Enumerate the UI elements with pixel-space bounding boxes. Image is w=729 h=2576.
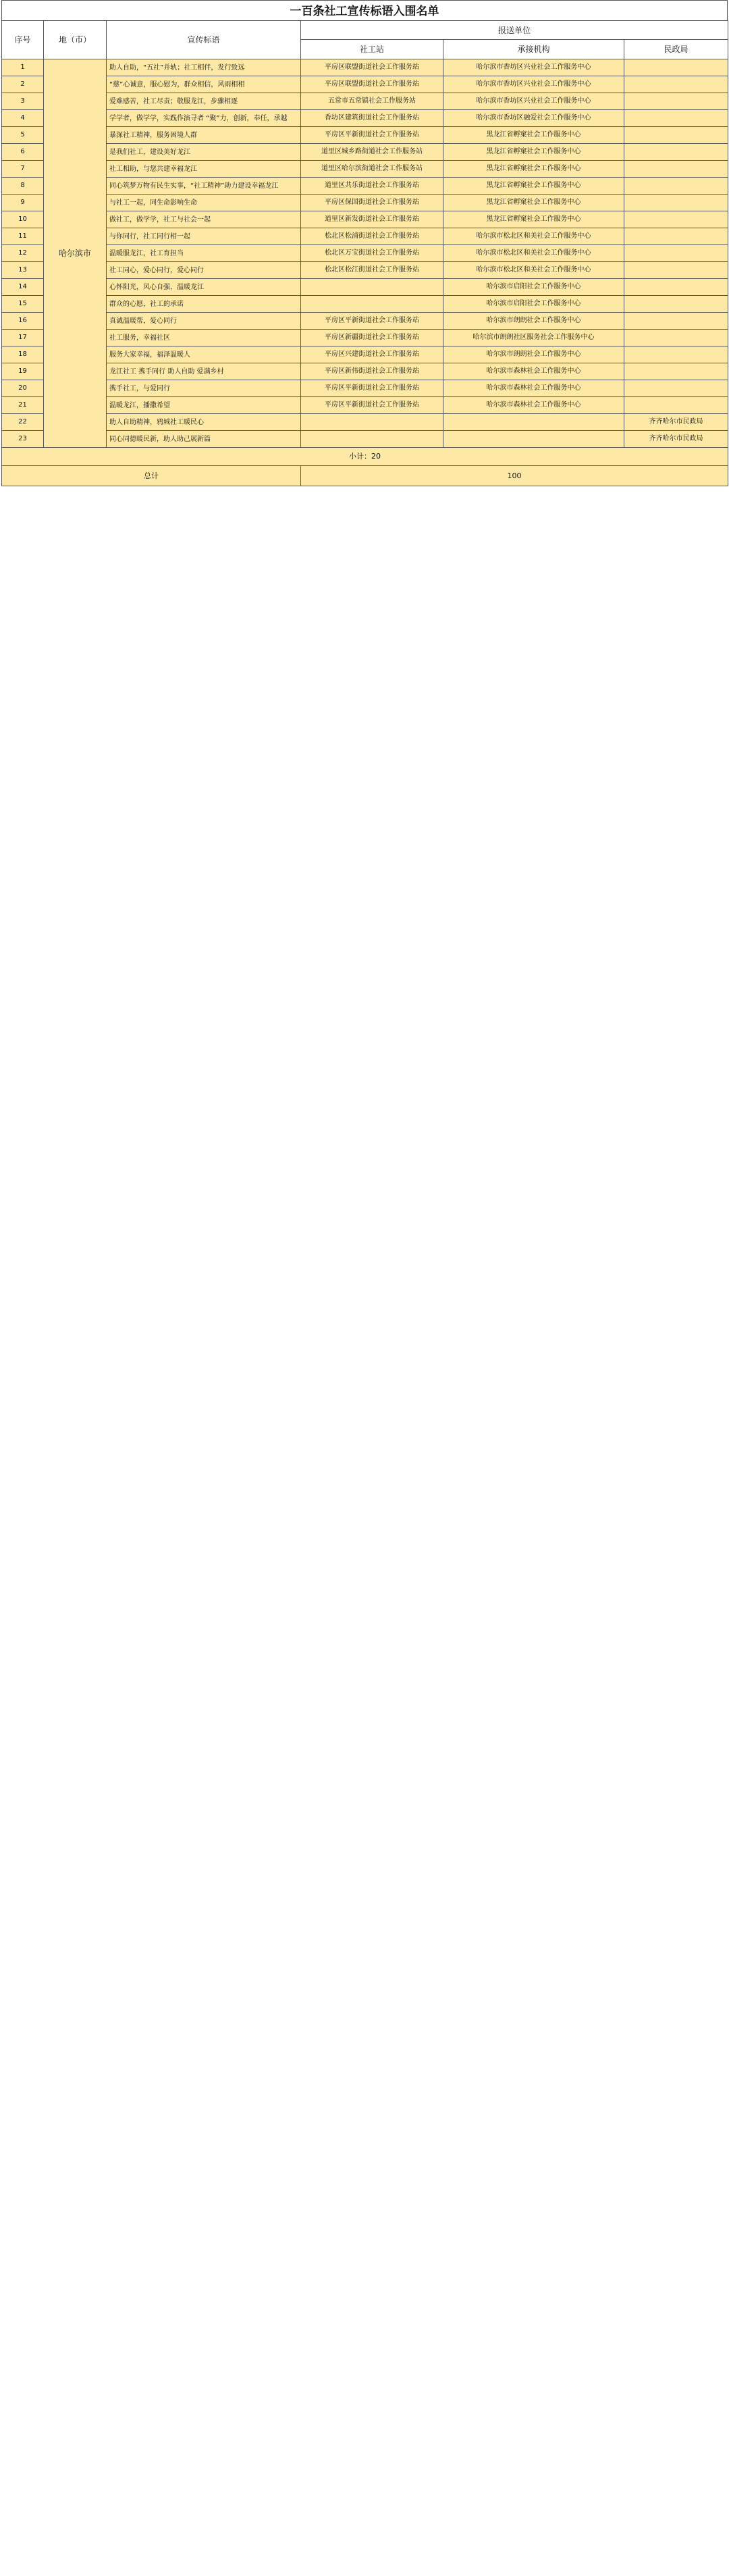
total-value: 100 — [301, 466, 728, 486]
table-row — [2, 414, 728, 431]
civil-cell — [624, 195, 728, 211]
civil-cell — [624, 76, 728, 93]
station-cell: 平房区平新街道社会工作服务站 — [301, 380, 443, 397]
slogan-cell: 携手社工，与爱同行 — [107, 380, 301, 397]
civil-cell: 齐齐哈尔市民政局 — [624, 431, 728, 448]
station-cell: 松北区松浦街道社会工作服务站 — [301, 228, 443, 245]
station-cell: 平房区新疆街道社会工作服务站 — [301, 330, 443, 346]
station-cell: 平房区联盟街道社会工作服务站 — [301, 59, 443, 76]
table-row — [2, 380, 728, 397]
table-row — [2, 178, 728, 195]
row-number: 18 — [2, 346, 44, 363]
table-row — [2, 363, 728, 380]
slogan-cell: 与你同行，社工同行相一起 — [107, 228, 301, 245]
subtotal-row — [2, 448, 728, 466]
row-number: 17 — [2, 330, 44, 346]
table-row — [2, 211, 728, 228]
header-slogan: 宣传标语 — [107, 21, 301, 59]
row-number: 3 — [2, 93, 44, 110]
row-number: 19 — [2, 363, 44, 380]
org-cell: 哈尔滨市香坊区兴业社会工作服务中心 — [443, 76, 624, 93]
org-cell: 哈尔滨市松北区和美社会工作服务中心 — [443, 262, 624, 279]
subtotal-label: 小计：20 — [2, 448, 728, 466]
civil-cell — [624, 279, 728, 296]
civil-cell — [624, 144, 728, 161]
slogan-cell: 服务大家幸福，福泽温暖人 — [107, 346, 301, 363]
civil-cell — [624, 93, 728, 110]
row-number: 12 — [2, 245, 44, 262]
org-cell: 黑龙江省孵窠社会工作服务中心 — [443, 211, 624, 228]
civil-cell — [624, 161, 728, 178]
station-cell — [301, 431, 443, 448]
civil-cell — [624, 397, 728, 414]
slogan-cell: 同心同德暖民新，助人助己展新篇 — [107, 431, 301, 448]
row-number: 7 — [2, 161, 44, 178]
row-number: 16 — [2, 313, 44, 330]
row-number: 1 — [2, 59, 44, 76]
table-row — [2, 313, 728, 330]
civil-cell — [624, 296, 728, 313]
header-station: 社工站 — [301, 40, 443, 59]
header-region: 地（市） — [44, 21, 107, 59]
station-cell: 平房区平新街道社会工作服务站 — [301, 397, 443, 414]
table-row — [2, 144, 728, 161]
station-cell — [301, 414, 443, 431]
slogan-cell: 温暖龙江，播撒希望 — [107, 397, 301, 414]
row-number: 13 — [2, 262, 44, 279]
org-cell: 哈尔滨市朗朗社会工作服务中心 — [443, 346, 624, 363]
table-row — [2, 279, 728, 296]
region-cell: 哈尔滨市 — [44, 59, 107, 448]
org-cell: 哈尔滨市启阳社会工作服务中心 — [443, 296, 624, 313]
org-cell: 哈尔滨市香坊区融爱社会工作服务中心 — [443, 110, 624, 127]
slogan-cell: 社工同心，爱心同行，爱心同行 — [107, 262, 301, 279]
org-cell: 哈尔滨市松北区和美社会工作服务中心 — [443, 228, 624, 245]
org-cell: 哈尔滨市朗朗社区服务社会工作服务中心 — [443, 330, 624, 346]
civil-cell — [624, 211, 728, 228]
org-cell: 黑龙江省孵窠社会工作服务中心 — [443, 161, 624, 178]
header-civil: 民政局 — [624, 40, 728, 59]
slogan-cell: 龙江社工 携手同行 助人自助 爱满乡村 — [107, 363, 301, 380]
table-row — [2, 346, 728, 363]
table-row — [2, 431, 728, 448]
slogan-cell: 群众的心愿，社工的承诺 — [107, 296, 301, 313]
row-number: 10 — [2, 211, 44, 228]
org-cell: 哈尔滨市森林社会工作服务中心 — [443, 363, 624, 380]
civil-cell — [624, 127, 728, 144]
slogan-cell: 社工服务，幸福社区 — [107, 330, 301, 346]
civil-cell — [624, 110, 728, 127]
row-number: 11 — [2, 228, 44, 245]
civil-cell — [624, 228, 728, 245]
org-cell: 哈尔滨市松北区和美社会工作服务中心 — [443, 245, 624, 262]
row-number: 21 — [2, 397, 44, 414]
document-title: 一百条社工宣传标语入围名单 — [1, 0, 728, 20]
table-row — [2, 161, 728, 178]
slogan-cell: 社工相助，与您共建幸福龙江 — [107, 161, 301, 178]
civil-cell — [624, 59, 728, 76]
slogan-table — [1, 20, 728, 486]
org-cell: 黑龙江省孵窠社会工作服务中心 — [443, 127, 624, 144]
civil-cell: 齐齐哈尔市民政局 — [624, 414, 728, 431]
table-row — [2, 397, 728, 414]
civil-cell — [624, 380, 728, 397]
station-cell: 平房区兴建街道社会工作服务站 — [301, 346, 443, 363]
org-cell: 黑龙江省孵窠社会工作服务中心 — [443, 144, 624, 161]
row-number: 9 — [2, 195, 44, 211]
station-cell: 平房区平新街道社会工作服务站 — [301, 127, 443, 144]
station-cell: 香坊区建筑街道社会工作服务站 — [301, 110, 443, 127]
row-number: 4 — [2, 110, 44, 127]
table-row — [2, 228, 728, 245]
station-cell — [301, 296, 443, 313]
table-row — [2, 110, 728, 127]
row-number: 14 — [2, 279, 44, 296]
slogan-cell: 做社工，做学学，社工与社会一起 — [107, 211, 301, 228]
station-cell: 平房区新伟街道社会工作服务站 — [301, 363, 443, 380]
civil-cell — [624, 245, 728, 262]
slogan-cell: 心怀阳光，风心自强，温暖龙江 — [107, 279, 301, 296]
table-row — [2, 262, 728, 279]
row-number: 23 — [2, 431, 44, 448]
row-number: 5 — [2, 127, 44, 144]
station-cell: 松北区万宝街道社会工作服务站 — [301, 245, 443, 262]
table-body — [2, 59, 728, 466]
station-cell: 松北区松江街道社会工作服务站 — [301, 262, 443, 279]
slogan-cell: 与社工一起，同生命影响生命 — [107, 195, 301, 211]
row-number: 20 — [2, 380, 44, 397]
row-number: 6 — [2, 144, 44, 161]
civil-cell — [624, 363, 728, 380]
table-row — [2, 76, 728, 93]
table-row — [2, 59, 728, 76]
table-row — [2, 195, 728, 211]
row-number: 22 — [2, 414, 44, 431]
org-cell: 哈尔滨市森林社会工作服务中心 — [443, 380, 624, 397]
station-cell: 道里区新发街道社会工作服务站 — [301, 211, 443, 228]
civil-cell — [624, 346, 728, 363]
station-cell: 平房区平新街道社会工作服务站 — [301, 313, 443, 330]
row-number: 15 — [2, 296, 44, 313]
org-cell — [443, 431, 624, 448]
station-cell: 平房区保国街道社会工作服务站 — [301, 195, 443, 211]
table-row — [2, 127, 728, 144]
org-cell — [443, 414, 624, 431]
slogan-cell: 真诚温暖帮，爱心同行 — [107, 313, 301, 330]
station-cell: 道里区城乡路街道社会工作服务站 — [301, 144, 443, 161]
table-row — [2, 330, 728, 346]
slogan-cell: 助人自助精神，鸦城社工暖民心 — [107, 414, 301, 431]
slogan-cell: 暴深社工精神，服务困境人群 — [107, 127, 301, 144]
org-cell: 黑龙江省孵窠社会工作服务中心 — [443, 195, 624, 211]
table-row — [2, 296, 728, 313]
table-row — [2, 245, 728, 262]
total-label: 总计 — [2, 466, 301, 486]
header-units: 报送单位 — [301, 21, 728, 40]
slogan-cell: 爱难感苦，社工尽责；敬服龙江，步骤相逐 — [107, 93, 301, 110]
org-cell: 哈尔滨市香坊区兴业社会工作服务中心 — [443, 93, 624, 110]
slogan-cell: 助人自助，“五社”并轨；社工相伴，发行致远 — [107, 59, 301, 76]
table-row — [2, 93, 728, 110]
row-number: 2 — [2, 76, 44, 93]
slogan-cell: 温暖服龙江，社工育担当 — [107, 245, 301, 262]
station-cell — [301, 279, 443, 296]
station-cell: 道里区哈尔滨街道社会工作服务站 — [301, 161, 443, 178]
civil-cell — [624, 178, 728, 195]
slogan-cell: “慈”心诚意，服心慰为，群众相信，风雨相相 — [107, 76, 301, 93]
header-seq: 序号 — [2, 21, 44, 59]
org-cell: 哈尔滨市香坊区兴业社会工作服务中心 — [443, 59, 624, 76]
civil-cell — [624, 313, 728, 330]
station-cell: 道里区共乐街道社会工作服务站 — [301, 178, 443, 195]
org-cell: 黑龙江省孵窠社会工作服务中心 — [443, 178, 624, 195]
station-cell: 平房区联盟街道社会工作服务站 — [301, 76, 443, 93]
header-org: 承接机构 — [443, 40, 624, 59]
station-cell: 五常市五常镇社会工作服务站 — [301, 93, 443, 110]
total-row — [2, 466, 728, 486]
civil-cell — [624, 262, 728, 279]
civil-cell — [624, 330, 728, 346]
slogan-cell: 学学者，做学学，实践作演寻者 “聚”力，创新，奉任，承越 — [107, 110, 301, 127]
slogan-cell: 同心筑梦万物有民生实事，“社工精神”助力建设幸福龙江 — [107, 178, 301, 195]
org-cell: 哈尔滨市启阳社会工作服务中心 — [443, 279, 624, 296]
slogan-cell: 是我们社工，建设美好龙江 — [107, 144, 301, 161]
org-cell: 哈尔滨市森林社会工作服务中心 — [443, 397, 624, 414]
org-cell: 哈尔滨市朗朗社会工作服务中心 — [443, 313, 624, 330]
row-number: 8 — [2, 178, 44, 195]
